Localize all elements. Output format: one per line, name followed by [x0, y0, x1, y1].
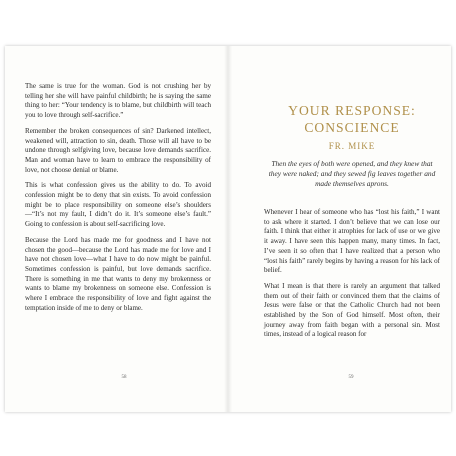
- right-page-body: [264, 208, 440, 346]
- paragraph: Because the Lord has made me for goodness and I have not chosen the good—because the Lord has made me for love and I have not chosen love—what I have to do now might be painful. Sometimes confession is painful, but love demands sacrifice. There is something in me that wants to deny my brokenness or wants to blame my brokenness on someone else. Confession is where I embrace the responsibility of love and fight against the temptation inside of me to deny or blame.: [25, 235, 211, 312]
- epigraph: Then the eyes of both were opened, and they knew that they were naked; and they sewed fig leaves together and made themselves aprons.: [268, 159, 436, 188]
- paragraph: What I mean is that there is rarely an argument that talked them out of their faith or convinced them that the claims of Jesus were false or that the Catholic Church had not been established by the Son of God himself. Most often, their journey away from faith began with a personal sin. Most times, instead of a logical reason for: [264, 281, 440, 339]
- paragraph: This is what confession gives us the ability to do. To avoid confession might be to deny that sin exists. To avoid confession might be to place responsibility on someone else’s shoulders—“It’s not my fault, I didn’t do it. It’s someone else’s fault.” Going to confession is about self-sacrificing love.: [25, 181, 211, 229]
- page-number: 59: [348, 375, 354, 380]
- book-gutter: [224, 46, 232, 412]
- left-page-body: [25, 82, 211, 319]
- paragraph: Remember the broken consequences of sin? Darkened intellect, weakened will, attraction to sin, death. Those will all have to be undone through selfgiving love, because love demands sacrifice. Man and woman have to learn to embrace the responsibility of love, not choose denial or blame.: [25, 126, 211, 174]
- page-number: 58: [121, 375, 127, 380]
- chapter-title: YOUR RESPONSE: CONSCIENCE: [288, 103, 416, 135]
- left-page: [5, 46, 229, 412]
- right-page: [228, 46, 451, 412]
- byline: FR. MIKE: [328, 141, 376, 151]
- paragraph: The same is true for the woman. God is not crushing her by telling her she will have painful childbirth; he is saying the same thing to her: “Your tendency is to blame, but childbirth will teach you to love through self-sacrifice.”: [25, 82, 211, 120]
- paragraph: Whenever I hear of someone who has “lost his faith,” I want to ask where it started. I don’t believe that we can lose our faith. I think that either it atrophies for lack of use or we give it away. I have seen this happen many, many times. In fact, I’ve seen it so often that I have realized that a person who “lost his faith” rarely begins by having a reason for his lack of belief.: [264, 208, 440, 275]
- book-spread: [5, 46, 451, 412]
